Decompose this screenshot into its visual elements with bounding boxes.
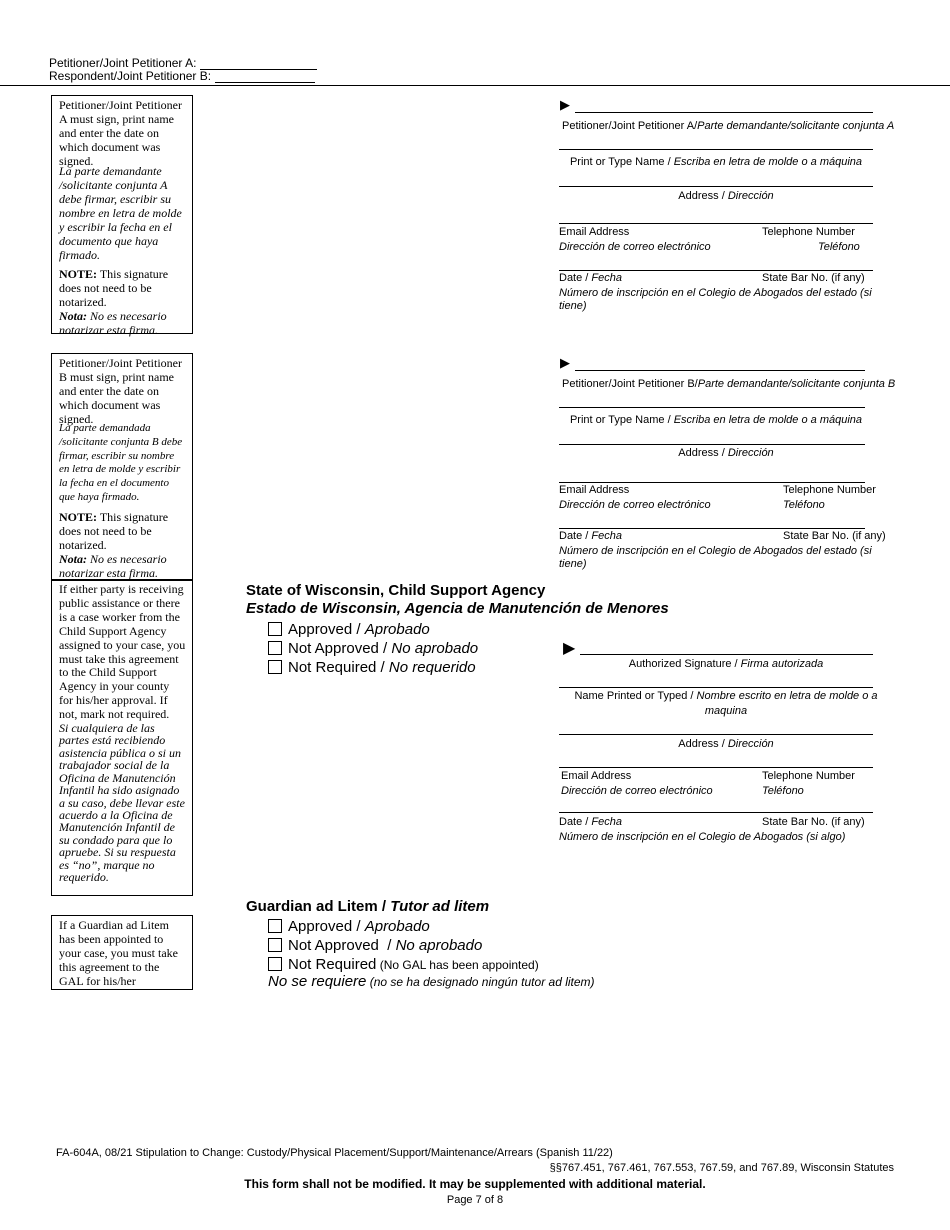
agency-not-required-option[interactable] [268,658,476,677]
gal-title-es: Tutor ad litem [390,898,490,915]
email-phone-a-line[interactable] [559,223,873,224]
signature-a-label-en: Petitioner/Joint Petitioner A/ [562,120,698,132]
gal-approved-checkbox[interactable] [268,919,282,933]
signature-a-label [562,119,894,133]
nota-b [59,552,186,580]
agency-not-required-checkbox[interactable] [268,660,282,674]
instruction-box-gal [51,915,193,990]
agency-bar-label-es: Número de inscripción en el Colegio de Abogados (si algo) [559,831,846,843]
print-name-b-line[interactable] [559,407,865,408]
nota-a [59,309,186,337]
gal-no-se-requiere [268,972,595,992]
agency-address-line[interactable] [559,734,873,735]
gal-title-en: Guardian ad Litem / [246,898,391,915]
instruction-box-b [51,353,193,580]
nota-label: Nota: [59,551,87,566]
print-name-b-label [559,413,873,427]
petitioner-a-field[interactable] [200,59,317,70]
respondent-b-label: Respondent/Joint Petitioner B: [49,69,212,83]
name-es: Nombre escrito en letra de molde o a maquina [696,690,878,717]
form-notice: This form shall not be modified. It may be supplemented with additional material. [244,1177,706,1191]
instruction-agency-es: Si cualquiera de las partes está recibiendo asistencia pública o si un trabajador social de la Oficina de Manutención Infantil ha sido asignado a su caso, debe llevar este acuerdo a la Oficina de Manutención Infantil de su condado para que lo apruebe. Si su respuesta es “no”, marque no requerido. [59,721,185,884]
date-es: Fecha [591,816,622,828]
agency-not-approved-option[interactable] [268,639,478,658]
not-required-label-en: Not Required [288,956,377,973]
gal-not-required-checkbox[interactable] [268,957,282,971]
respondent-b-field[interactable] [215,72,315,83]
approved-label-en: Approved / [288,621,365,638]
address-a-line[interactable] [559,186,873,187]
email-a-label-en: Email Address [559,226,630,238]
date-en: Date / [559,816,592,828]
print-name-a-label [559,155,873,169]
sign-here-arrow-icon: ▶ [560,97,570,112]
instruction-a-es: La parte demandante /solicitante conjunta A debe firmar, escribir su nombre en letra de molde y escribir la fecha en el documento que haya firmado. [59,164,182,262]
note-text: This signature does not need to be notarized. [59,509,169,552]
signature-a-line[interactable] [575,112,873,113]
agency-bar-label-en: State Bar No. (if any) [762,816,865,828]
address-en: Address / [678,738,728,750]
form-id: FA-604A, 08/21 Stipulation to Change: Custody/Physical Placement/Support/Maintenance/Arrears (Spanish 11/22) [56,1147,613,1159]
authorized-signature-label [559,657,893,671]
date-b-label [559,529,622,543]
agency-address-label [559,737,893,751]
agency-approved-checkbox[interactable] [268,622,282,636]
no-se-requiere-note: (no se ha designado ningún tutor ad litem) [366,975,595,989]
agency-not-approved-checkbox[interactable] [268,641,282,655]
sign-here-arrow-icon: ▶ [560,355,570,370]
name-en: Name Printed or Typed / [574,690,697,702]
note-text: This signature does not need to be notarized. [59,267,169,309]
no-se-requiere-label: No se requiere [268,973,367,990]
agency-email-label-es: Dirección de correo electrónico [561,785,713,797]
date-es: Fecha [591,272,622,284]
address-es: Dirección [727,190,774,202]
address-b-label [559,446,893,460]
agency-name-label [569,689,883,719]
date-es: Fecha [591,530,622,542]
approved-label-en: Approved / [288,918,365,935]
signature-b-label [562,377,895,391]
address-a-label [559,189,893,203]
petitioner-a-label: Petitioner/Joint Petitioner A: [49,56,197,70]
agency-email-phone-line[interactable] [559,767,873,768]
email-a-label-es: Dirección de correo electrónico [559,241,711,253]
nota-text: No es necesario notarizar esta firma. [59,551,167,580]
agency-title-es: Estado de Wisconsin, Agencia de Manutención de Menores [246,600,669,617]
instruction-a-en: Petitioner/Joint Petitioner A must sign, print name and enter the date on which document was signed. [59,98,182,168]
note-b [59,510,186,552]
agency-date-label [559,815,622,829]
email-b-label-en: Email Address [559,484,630,496]
approved-label-es: Aprobado [364,621,430,638]
approved-label-es: Aprobado [364,918,430,935]
bar-b-label-en: State Bar No. (if any) [783,530,886,542]
gal-not-approved-checkbox[interactable] [268,938,282,952]
instruction-gal-en: If a Guardian ad Litem has been appointed to your case, you must take this agreement to the GAL for his/her [59,918,178,988]
gal-not-approved-option[interactable] [268,936,482,955]
gal-title [246,898,489,915]
authorized-signature-line[interactable] [580,654,873,655]
signature-a-label-es: Parte demandante/solicitante conjunta A [697,120,895,132]
signature-b-label-en: Petitioner/Joint Petitioner B/ [562,378,698,390]
address-es: Dirección [727,738,774,750]
address-en: Address / [678,447,728,459]
note-label: NOTE: [59,509,98,524]
address-es: Dirección [727,447,774,459]
agency-phone-label-es: Teléfono [762,785,804,797]
agency-phone-label-en: Telephone Number [762,770,855,782]
sign-here-arrow-icon: ▶ [563,640,576,657]
date-en: Date / [559,530,592,542]
not-approved-label-es: No aprobado [395,937,483,954]
print-name-en: Print or Type Name / [569,156,674,168]
date-en: Date / [559,272,592,284]
email-b-label-es: Dirección de correo electrónico [559,499,711,511]
instruction-b-en: Petitioner/Joint Petitioner B must sign, print name and enter the date on which document was signed. [59,356,182,426]
header-divider [0,85,950,86]
print-name-es: Escriba en letra de molde o a máquina [673,414,863,426]
phone-b-label-en: Telephone Number [783,484,876,496]
instruction-b-es: La parte demandada /solicitante conjunta B debe firmar, escribir su nombre en letra de molde y escribir la fecha en el documento que haya firmado. [59,422,183,503]
not-required-label-en: Not Required / [288,659,389,676]
note-label: NOTE: [59,267,98,281]
address-b-line[interactable] [559,444,865,445]
gal-approved-option[interactable] [268,917,430,936]
not-required-label-es: No requerido [388,659,476,676]
agency-date-bar-line[interactable] [559,812,873,813]
nota-text: No es necesario notarizar esta firma. [59,309,167,337]
nota-label: Nota: [59,309,87,323]
agency-email-label-en: Email Address [561,770,632,782]
bar-b-label-es: Número de inscripción en el Colegio de Abogados del estado (si tiene) [559,545,872,570]
print-name-a-line[interactable] [559,149,873,150]
signature-b-line[interactable] [575,370,865,371]
not-required-note: (No GAL has been appointed) [376,958,539,972]
agency-name-line[interactable] [559,687,873,688]
instruction-box-a [51,95,193,337]
respondent-b-header [49,70,315,83]
statutes-reference: §§767.451, 767.461, 767.553, 767.59, and 767.89, Wisconsin Statutes [549,1162,894,1174]
instruction-box-agency [51,580,193,896]
agency-approved-option[interactable] [268,620,430,639]
bar-a-label-es: Número de inscripción en el Colegio de Abogados del estado (si tiene) [559,287,872,312]
phone-b-label-es: Teléfono [783,499,825,511]
address-en: Address / [678,190,728,202]
print-name-es: Escriba en letra de molde o a máquina [673,156,863,168]
not-approved-label-en: Not Approved / [288,937,396,954]
note-a [59,267,186,309]
phone-a-label-es: Teléfono [818,241,860,253]
auth-en: Authorized Signature / [628,658,741,670]
not-approved-label-es: No aprobado [391,640,479,657]
signature-b-label-es: Parte demandante/solicitante conjunta B [697,378,896,390]
phone-a-label-en: Telephone Number [762,226,855,238]
print-name-en: Print or Type Name / [569,414,674,426]
auth-es: Firma autorizada [740,658,824,670]
instruction-agency-en: If either party is receiving public assistance or there is a case worker from the Child Support Agency assigned to your case, you must take this agreement to the Child Support Agency in your county for his/her approval. If not, mark not required. [59,582,186,722]
agency-title-en: State of Wisconsin, Child Support Agency [246,582,546,599]
bar-a-label-en: State Bar No. (if any) [762,272,865,284]
not-approved-label-en: Not Approved / [288,640,392,657]
page-number: Page 7 of 8 [446,1194,504,1206]
date-a-label [559,271,622,285]
